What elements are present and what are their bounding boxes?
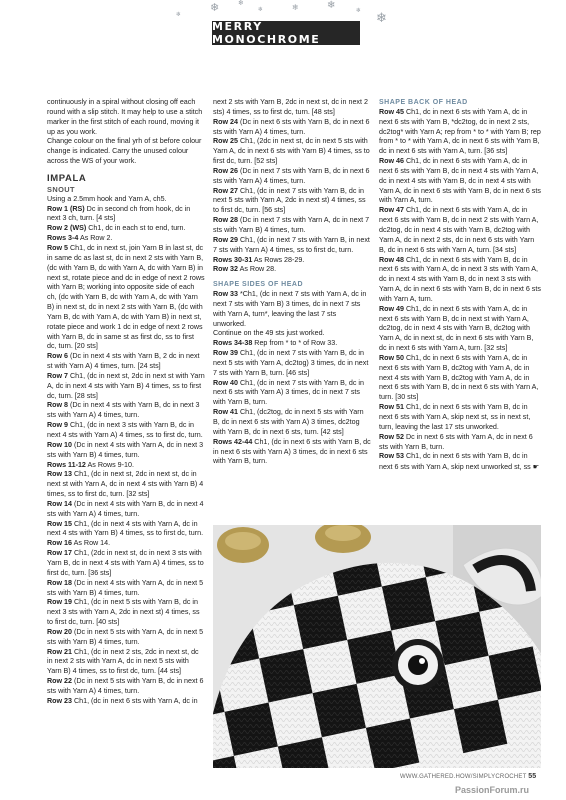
row-label: Row 17	[47, 549, 72, 558]
row-label: Row 8	[47, 401, 69, 410]
pattern-row	[213, 438, 371, 468]
row-label: Row 25	[213, 137, 238, 146]
pattern-row	[213, 187, 371, 217]
row-text: Ch1, (dc in next st, 2dc in next st with Yarn A, dc in next 4 sts with Yarn B) 4 times, ss to first dc, turn. [28 sts]	[47, 371, 205, 400]
pattern-row	[213, 137, 371, 167]
row-label: Row 5	[47, 243, 69, 252]
pattern-row	[47, 421, 205, 441]
row-label: Row 26	[213, 166, 238, 175]
pattern-row	[47, 628, 205, 648]
snowflake-icon: ❄	[327, 0, 336, 11]
row-text: (Dc in next 4 sts with Yarn A, dc in next 5 sts with Yarn B) 4 times, turn.	[47, 578, 204, 597]
pattern-row	[379, 108, 541, 157]
instruction-text: Continue on the 49 sts just worked.	[213, 329, 325, 338]
row-label: Row 13	[47, 470, 72, 479]
row-label: Row 20	[47, 627, 72, 636]
row-text: Ch1, dc in next 6 sts with Yarn B, dc in next 6 sts with Yarn A, skip next unworked st, ss	[379, 452, 531, 472]
page-number: 55	[528, 773, 537, 780]
row-label: Rows 34-38	[213, 339, 253, 348]
row-text: Ch1, (dc in next 7 sts with Yarn B, dc in next 6 sts with Yarn A) 3 times, dc in next 7 sts with Yarn B, turn.	[213, 378, 364, 407]
pattern-row	[47, 244, 205, 352]
pattern-row	[213, 236, 371, 256]
row-label: Row 29	[213, 235, 238, 244]
row-text: Ch1, (dc in next 6 sts with Yarn B, dc in next 6 sts with Yarn A) 3 times, dc in next 6 sts with Yarn B, turn.	[213, 437, 371, 466]
row-text: (Dc in next 4 sts with Yarn B, 2 dc in next st with Yarn A) 4 times, turn. [24 sts]	[47, 352, 200, 371]
row-text: Ch1, dc in next 6 sts with Yarn A, dc in next 6 sts with Yarn B, *dc2tog, dc in next 2 sts, dc2tog* with Yarn A; rep from * to * with Yarn B; rep from * to * with Yarn A, dc in next 6 sts with Yarn B, dc in next 6 sts with Yarn A, turn. [36 sts]	[379, 107, 541, 156]
pattern-row	[379, 157, 541, 206]
row-text: Dc in second ch from hook, dc in next 3 ch, turn. [4 sts]	[47, 204, 191, 223]
impala-photo	[213, 525, 541, 768]
row-text: Ch1, (dc in next 5 sts with Yarn B, dc in next 3 sts with Yarn A, 2dc in next st) 4 times, ss to first dc, turn. [40 sts]	[47, 598, 200, 627]
pattern-row	[213, 290, 371, 329]
pattern-row	[213, 339, 371, 349]
pattern-row	[213, 256, 371, 266]
row-text: Ch1, (dc in next 7 sts with Yarn B, dc in next 5 sts with Yarn A, dc2tog) 3 times, dc in next 7 sts with Yarn B, turn. [46 sts]	[213, 349, 369, 377]
pattern-row	[47, 677, 205, 697]
row-list	[213, 118, 371, 276]
row-text: As Row 14.	[72, 539, 111, 548]
row-text: As Rows 9-10.	[85, 460, 134, 469]
pattern-row	[47, 224, 205, 234]
row-text: Ch1, dc in next 6 sts with Yarn A, dc in next 6 sts with Yarn B, dc in next 4 sts with Yarn A, dc in next 4 sts with Yarn B, dc in next 4 sts with Yarn A, dc in next 6 sts with Yarn B, dc in next 6 sts with Yarn A, turn.	[379, 157, 541, 205]
row-text: (Dc in next 7 sts with Yarn B, dc in next 6 sts with Yarn A) 4 times, turn.	[213, 166, 370, 185]
snowflake-icon: ❄	[238, 0, 244, 7]
snowflake-icon: ❄	[356, 7, 362, 14]
row-label: Row 45	[379, 107, 404, 116]
row-label: Row 6	[47, 352, 69, 361]
page-footer	[400, 773, 536, 780]
section-heading: SHAPE SIDES OF HEAD	[213, 281, 304, 289]
pattern-row	[379, 206, 541, 255]
row-label: Row 48	[379, 255, 404, 264]
row-text: Ch1, (dc in next 7 sts with Yarn B, dc in next 5 sts with Yarn A, 2dc in next st) 4 times, ss to first dc, turn. [56 sts]	[213, 186, 366, 215]
row-label: Row 9	[47, 421, 69, 430]
snowflake-icon: ❄	[210, 1, 220, 14]
pattern-row	[47, 461, 205, 471]
snowflake-icon: ❄	[292, 3, 299, 12]
row-label: Row 27	[213, 186, 238, 195]
row-label: Rows 42-44	[213, 437, 253, 446]
row-label: Row 19	[47, 598, 72, 607]
row-label: Row 21	[47, 647, 72, 656]
row-label: Row 15	[47, 519, 72, 528]
pattern-row	[213, 167, 371, 187]
row-label: Row 10	[47, 440, 72, 449]
pattern-row	[47, 539, 205, 549]
row-text: Ch1, dc in next 6 sts with Yarn A, dc in next 6 sts with Yarn B, dc in next 2 sts with Yarn A, dc2tog, dc in next 4 sts with Yarn B, dc2tog with Yarn A, dc in next 2 sts, dc in next 6 sts with Yarn B, dc in next 6 sts with Yarn A, turn. [34 sts]	[379, 206, 539, 254]
instruction-text: next 2 sts with Yarn B, 2dc in next st, dc in next 2 sts) 4 times, ss to first dc, turn. [48 sts]	[213, 98, 368, 116]
row-text: As Row 2.	[78, 234, 113, 243]
pattern-row	[213, 349, 371, 379]
row-text: Rep from * to * of Row 33.	[252, 339, 338, 348]
snowflake-band	[0, 0, 566, 26]
row-label: Row 50	[379, 353, 404, 362]
row-text: Dc in next 6 sts with Yarn A, dc in next 6 sts with Yarn B, turn.	[379, 432, 533, 451]
row-label: Row 2 (WS)	[47, 224, 87, 233]
continue-arrow-icon: ☛	[532, 462, 540, 472]
row-label: Row 28	[213, 216, 238, 225]
row-label: Row 53	[379, 452, 404, 461]
pattern-row	[47, 372, 205, 402]
pattern-row	[213, 265, 371, 275]
row-text: Ch1, (2dc in next st, dc in next 5 sts with Yarn A, dc in next 6 sts with Yarn B) 4 times, ss to first dc, turn. [52 sts]	[213, 137, 370, 166]
row-text: (Dc in next 4 sts with Yarn A, dc in next 3 sts with Yarn B) 4 times, turn.	[47, 440, 204, 459]
row-list	[379, 108, 541, 473]
pattern-row	[47, 549, 205, 579]
pattern-row	[47, 598, 205, 628]
snowflake-icon: ❄	[258, 6, 264, 13]
row-text: Ch1, dc in next 6 sts with Yarn B, dc in next 6 sts with Yarn A, skip next st, ss in next st, turn, leaving the last 17 sts unworked.	[379, 403, 531, 431]
section-heading: SHAPE BACK OF HEAD	[379, 99, 468, 106]
row-label: Rows 11-12	[47, 460, 86, 469]
row-text: Ch1, (dc in next st, 2dc in next st, dc in next st with Yarn A, dc in next 4 sts with Yarn B) 4 times, ss to first dc, turn. [32 sts]	[47, 470, 204, 499]
row-label: Row 40	[213, 378, 238, 387]
column-1	[47, 98, 205, 707]
pattern-row	[47, 470, 205, 500]
row-label: Row 18	[47, 578, 72, 587]
pattern-row	[213, 408, 371, 438]
pattern-row	[379, 403, 541, 433]
row-label: Row 49	[379, 304, 404, 313]
row-list	[213, 290, 371, 329]
row-label: Row 39	[213, 349, 238, 358]
footer-url: WWW.GATHERED.HOW/SIMPLYCROCHET	[400, 774, 527, 780]
row-text: Ch1, (dc in next 6 sts with Yarn A, dc in	[72, 696, 198, 705]
column-3	[379, 98, 541, 473]
pattern-row	[379, 354, 541, 403]
pattern-row	[47, 441, 205, 461]
row-text: Ch1, (dc in next 2 sts, 2dc in next st, dc in next 2 sts with Yarn A, dc in next 5 sts with Yarn B) 4 times, ss to first dc, turn. [44 sts]	[47, 647, 199, 676]
row-text: Ch1, dc in next 6 sts with Yarn A, dc in next 6 sts with Yarn B, dc in next st with Yarn A, dc2tog, dc in next 4 sts with Yarn B, dc2tog with Yarn A, dc in next st, dc in next 6 sts with Yarn B, dc in next 6 sts with Yarn A, turn. [32 sts]	[379, 304, 534, 353]
row-label: Rows 3-4	[47, 234, 79, 243]
pattern-row	[47, 234, 205, 244]
pattern-row	[47, 648, 205, 678]
row-text: As Row 28.	[238, 265, 277, 274]
row-label: Row 41	[213, 408, 238, 417]
row-label: Row 32	[213, 265, 238, 274]
pattern-row	[47, 352, 205, 372]
row-text: Ch1, (dc in next 3 sts with Yarn B, dc in next 4 sts with Yarn A) 4 times, ss to first dc, turn.	[47, 421, 203, 439]
row-text: Ch1, (2dc in next st, dc in next 3 sts with Yarn B, dc in next 4 sts with Yarn A) 4 times, ss to first dc, turn. [36 sts]	[47, 549, 204, 577]
row-text: Ch1, (dc in next 7 sts with Yarn B, in next 7 sts with Yarn A) 4 times, ss to first dc, turn.	[213, 235, 370, 254]
pattern-row	[213, 118, 371, 138]
row-list	[47, 205, 205, 707]
row-label: Row 33	[213, 290, 238, 299]
pattern-row	[47, 579, 205, 599]
row-text: (Dc in next 5 sts with Yarn A, dc in next 5 sts with Yarn B) 4 times, turn.	[47, 627, 204, 646]
row-text: Ch1, dc in next 6 sts with Yarn A, dc in next 6 sts with Yarn B, dc2tog with Yarn A, dc in next 4 sts with Yarn B, dc2tog with Yarn A, dc in next 6 sts with Yarn B, dc in next 6 sts with Yarn A, turn. [30 sts]	[379, 353, 539, 402]
row-text: (Dc in next 7 sts with Yarn A, dc in next 7 sts with Yarn B) 4 times, turn.	[213, 216, 370, 234]
row-text: (Dc in next 5 sts with Yarn B, dc in next 6 sts with Yarn A) 4 times, turn.	[47, 677, 204, 695]
row-text: Ch1, dc in each st to end, turn.	[86, 224, 186, 233]
row-text: As Rows 28-29.	[252, 255, 305, 264]
pattern-title: IMPALA	[47, 172, 87, 184]
pattern-row	[213, 379, 371, 409]
row-text: Ch1, dc in next 6 sts with Yarn B, dc in next 6 sts with Yarn A, dc in next 3 sts with Yarn A, dc in next 4 sts with Yarn B, dc in next 3 sts with Yarn A, dc in next 6 sts with Yarn B, dc in next 6 sts with Yarn A, turn.	[379, 255, 541, 303]
row-label: Row 14	[47, 499, 72, 508]
row-text: (Dc in next 6 sts with Yarn B, dc in next 6 sts with Yarn A) 4 times, turn.	[213, 117, 370, 136]
row-label: Row 46	[379, 157, 404, 166]
row-label: Row 22	[47, 677, 72, 686]
row-text: (Dc in next 4 sts with Yarn B, dc in next 4 sts with Yarn A) 4 times, turn.	[47, 499, 204, 518]
impala-head-image	[213, 525, 541, 768]
row-text: Ch1, (dc in next 4 sts with Yarn A, dc in next 4 sts with Yarn B) 4 times, ss to first dc, turn.	[47, 519, 204, 538]
row-text: Ch1, dc in next st, join Yarn B in last st, dc in same dc as last st, dc in next 2 sts with Yarn B, (dc with Yarn B, dc with Yarn A, dc with Yarn B) in next st, rotate piece and dc in edge of next 2 rows with Yarn B; working into opposite side of each ch, (dc with Yarn B, dc with Yarn A, dc with Yarn B) in next st, dc in next 2 sts with Yarn B, (dc with Yarn B, dc with Yarn A, dc with Yarn B) in next st, rotate piece and work 1 dc in edge of next 2 rows with Yarn B, dc in same st as first dc, ss to first dc, turn. [20 sts]	[47, 243, 205, 351]
row-label: Row 24	[213, 117, 238, 126]
row-label: Row 47	[379, 206, 404, 215]
section-heading: SNOUT	[47, 184, 75, 194]
watermark: PassionForum.ru	[455, 785, 530, 795]
row-list	[213, 339, 371, 467]
intro-paragraph: Change colour on the final yrh of st before colour change is indicated. Carry the unused colour across the WS of your work.	[47, 137, 202, 166]
row-text: *Ch1, (dc in next 7 sts with Yarn A, dc in next 7 sts with Yarn B) 3 times, dc in next 7 sts with Yarn A, turn*, leaving the last 7 sts unworked.	[213, 290, 367, 328]
pattern-row	[379, 305, 541, 354]
section-banner: MERRY MONOCHROME	[212, 21, 360, 45]
row-text: (Dc in next 4 sts with Yarn B, dc in next 3 sts with Yarn A) 4 times, turn.	[47, 401, 200, 420]
pattern-row	[213, 216, 371, 236]
pattern-row	[47, 500, 205, 520]
pattern-row	[379, 256, 541, 305]
instruction-text: Using a 2.5mm hook and Yarn A, ch5.	[47, 194, 167, 203]
snowflake-icon: ❄	[376, 11, 387, 26]
pattern-row	[379, 452, 541, 473]
pattern-row	[47, 205, 205, 225]
row-label: Row 1 (RS)	[47, 204, 85, 213]
pattern-row	[379, 433, 541, 453]
column-2	[213, 98, 371, 467]
pattern-row	[47, 401, 205, 421]
pattern-row	[47, 520, 205, 540]
row-label: Row 23	[47, 696, 72, 705]
row-label: Row 16	[47, 539, 72, 548]
intro-paragraph: continuously in a spiral without closing off each round with a slip stitch. It may help to use a stitch marker in the first stitch of each round, moving it up as you work.	[47, 98, 203, 136]
row-label: Rows 30-31	[213, 255, 253, 264]
row-label: Row 51	[379, 403, 404, 412]
row-label: Row 7	[47, 371, 69, 380]
snowflake-icon: ❄	[176, 11, 182, 18]
row-text: Ch1, (dc2tog, dc in next 5 sts with Yarn B, dc in next 6 sts with Yarn A) 3 times, dc2tog with Yarn B, dc in next 6 sts, turn. [42 sts]	[213, 408, 364, 436]
pattern-row	[47, 697, 205, 707]
row-label: Row 52	[379, 432, 404, 441]
